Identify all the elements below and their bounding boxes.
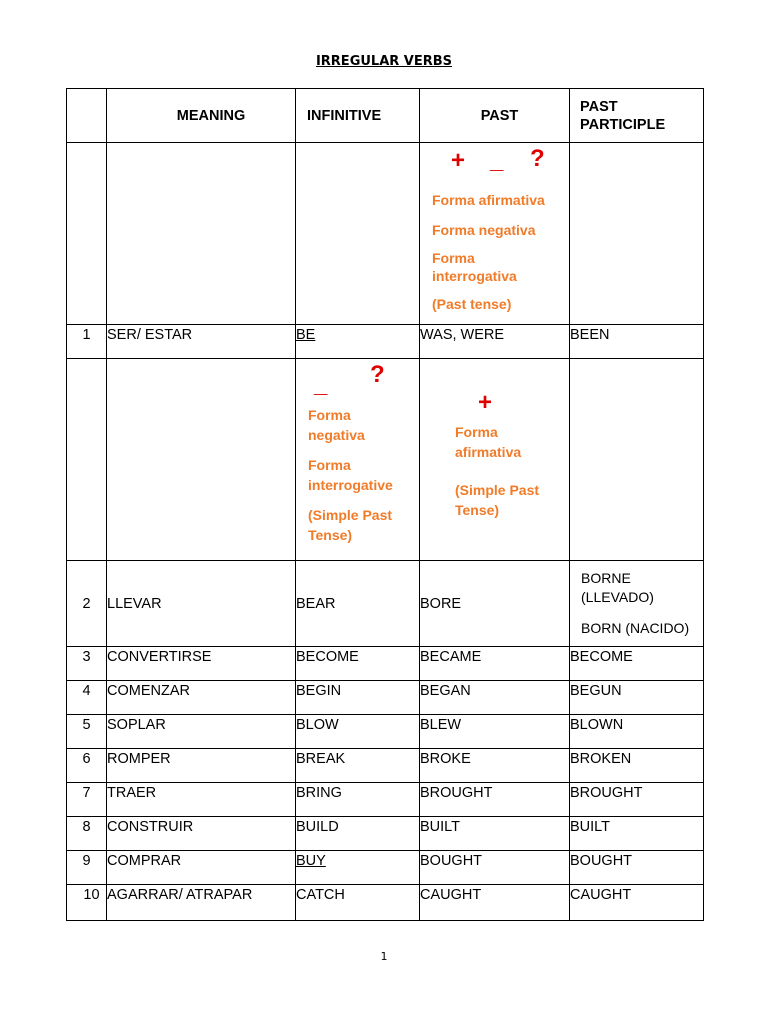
legend-interrogative: Forma interrogativa bbox=[432, 250, 517, 284]
question-symbol: ? bbox=[530, 145, 545, 172]
legend-past-tense-label: (Past tense) bbox=[432, 296, 512, 312]
table-row: 8 CONSTRUIR BUILD BUILT BUILT bbox=[67, 817, 704, 851]
legend-affirmative: Forma afirmativa bbox=[432, 192, 545, 208]
table-row: 3 CONVERTIRSE BECOME BECAME BECOME bbox=[67, 647, 704, 681]
header-past-participle: PAST PARTICIPLE bbox=[570, 89, 704, 143]
header-past: PAST bbox=[420, 89, 570, 143]
plus-symbol: + bbox=[451, 147, 466, 174]
irregular-verbs-table bbox=[66, 88, 704, 921]
table-row: 5 SOPLAR BLOW BLEW BLOWN bbox=[67, 715, 704, 749]
question-symbol: ? bbox=[370, 361, 385, 388]
table-row: 2 LLEVAR BEAR BORE BORNE (LLEVADO) BORN (NACIDO) bbox=[67, 561, 704, 647]
minus-symbol: _ bbox=[314, 371, 328, 398]
page-title: IRREGULAR VERBS bbox=[315, 54, 453, 69]
legend-negative: Forma negativa bbox=[432, 222, 536, 238]
table-row: 9 COMPRAR BUY BOUGHT BOUGHT bbox=[67, 851, 704, 885]
table-header-row bbox=[67, 89, 704, 143]
header-meaning: MEANING bbox=[107, 89, 296, 143]
legend-affirmative: + Forma afirmativa (Simple Past Tense) bbox=[420, 359, 570, 561]
header-number bbox=[67, 89, 107, 143]
table-row: 7 TRAER BRING BROUGHT BROUGHT bbox=[67, 783, 704, 817]
legend-row-past-tense bbox=[67, 143, 704, 325]
minus-symbol: _ bbox=[490, 147, 504, 174]
table-row: 6 ROMPER BREAK BROKE BROKEN bbox=[67, 749, 704, 783]
header-infinitive: INFINITIVE bbox=[296, 89, 420, 143]
legend-past-tense bbox=[420, 143, 570, 325]
legend-row-simple-past bbox=[67, 359, 704, 561]
legend-negative-interrogative: _ ? Forma negativa Forma interrogative (Simple Past Tense) bbox=[296, 359, 420, 561]
page-number: 1 bbox=[380, 950, 388, 963]
table-row: 1 SER/ ESTAR BE WAS, WERE BEEN bbox=[67, 325, 704, 359]
plus-symbol: + bbox=[478, 389, 493, 416]
table-row: 10 AGARRAR/ ATRAPAR CATCH CAUGHT CAUGHT bbox=[67, 885, 704, 921]
table-row: 4 COMENZAR BEGIN BEGAN BEGUN bbox=[67, 681, 704, 715]
